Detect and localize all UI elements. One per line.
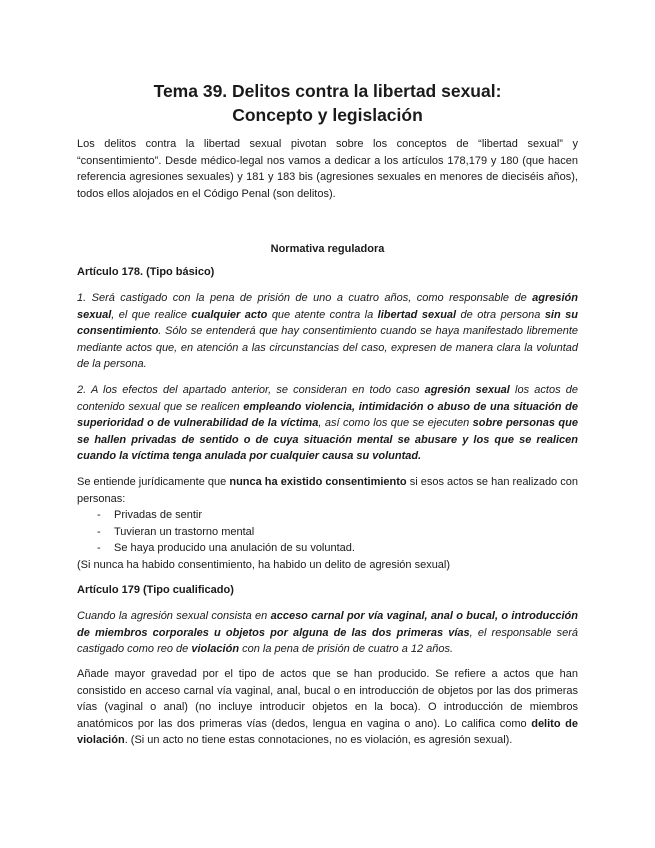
article-178-note: (Si nunca ha habido consentimiento, ha habido un delito de agresión sexual)	[77, 559, 451, 571]
article-179-paragraph-2: Añade mayor gravedad por el tipo de actos que se han producido. Se refiere a actos que han consistido en acceso carnal vía vaginal, anal, bucal o en introducción de objetos por las dos primeras vías (vaginal o anal) (no incluye introducir objetos en la boca). O introducción de miembros anatómicos por las dos primeras vías (dedos, lengua en vagina o ano). Lo califica como delito de violación. (Si un acto no tiene estas connotaciones, no es violación, es agresión sexual).	[77, 668, 578, 747]
section-heading: Normativa reguladora	[270, 243, 385, 255]
article-178-paragraph-1: 1. Será castigado con la pena de prisión de uno a cuatro años, como responsable de agresión sexual, el que realice cualquier acto que atente contra la libertad sexual de otra persona sin su consentimiento. Sólo se entenderá que hay consentimiento cuando se haya manifestado libremente mediante actos que, en atención a las circunstancias del caso, expresen de manera clara la voluntad de la persona.	[77, 292, 578, 371]
article-179-paragraph-1: Cuando la agresión sexual consista en acceso carnal por vía vaginal, anal o bucal, o introducción de miembros corporales u objetos por alguna de las dos primeras vías, el responsable será castigado como reo de violación con la pena de prisión de cuatro a 12 años.	[77, 610, 578, 656]
page-title	[77, 79, 578, 127]
list-item: - Tuvieran un trastorno mental	[77, 524, 578, 541]
title-line-1: Tema 39. Delitos contra la libertad sexual:	[153, 81, 502, 101]
list-item: - Se haya producido una anulación de su voluntad.	[77, 540, 578, 557]
article-178-paragraph-2: 2. A los efectos del apartado anterior, se consideran en todo caso agresión sexual los actos de contenido sexual que se realicen empleando violencia, intimidación o abuso de una situación de superioridad o de vulnerabilidad de la víctima, así como los que se ejecuten sobre personas que se hallen privadas de sentido o de cuya situación mental se abusare y los que se realicen cuando la víctima tenga anulada por cualquier causa su voluntad.	[77, 384, 579, 463]
title-line-2: Concepto y legislación	[232, 105, 423, 125]
article-179-heading: Artículo 179 (Tipo cualificado)	[77, 584, 234, 596]
intro-paragraph: Los delitos contra la libertad sexual pivotan sobre los conceptos de “libertad sexual” y “consentimiento”. Desde médico-legal nos vamos a dedicar a los artículos 178,179 y 180 (que hacen referencia agresiones sexuales) y 181 y 183 bis (agresiones sexuales en menores de dieciséis años), todos ellos alojados en el Código Penal (son delitos).	[77, 138, 578, 200]
article-178-paragraph-3: Se entiende jurídicamente que nunca ha existido consentimiento si esos actos se han realizado con personas:	[77, 476, 578, 505]
list-item: - Privadas de sentir	[77, 507, 578, 524]
consent-list	[77, 507, 578, 557]
article-178-heading: Artículo 178. (Tipo básico)	[77, 266, 215, 278]
